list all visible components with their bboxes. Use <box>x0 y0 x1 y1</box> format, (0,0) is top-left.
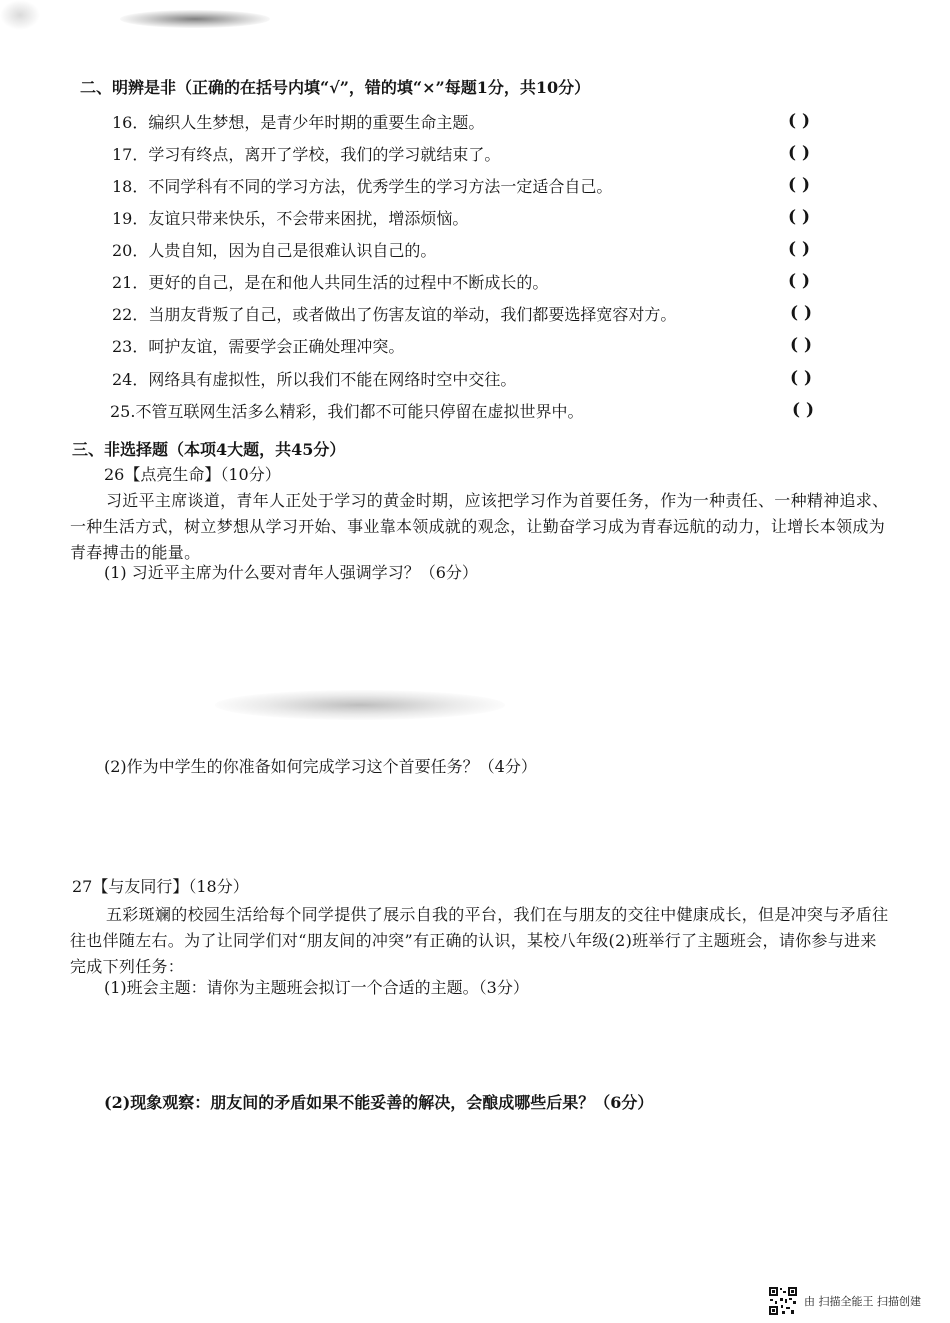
answer-bracket: ( ) <box>788 271 811 291</box>
q26-subquestion-1: (1) 习近平主席为什么要对青年人强调学习？（6分） <box>104 563 478 582</box>
answer-bracket: ( ) <box>792 400 815 420</box>
answer-bracket: ( ) <box>788 143 811 163</box>
scan-smudge <box>215 690 505 720</box>
answer-bracket: ( ) <box>790 303 813 323</box>
answer-bracket: ( ) <box>788 175 811 195</box>
section2-heading: 二、明辨是非（正确的在括号内填“√”，错的填“×”每题1分，共10分） <box>80 78 591 97</box>
scan-smudge <box>120 10 270 28</box>
judgment-item: 23．呵护友谊，需要学会正确处理冲突。 <box>112 337 405 356</box>
q27-title: 27【与友同行】（18分） <box>72 877 249 896</box>
judgment-item: 24．网络具有虚拟性，所以我们不能在网络时空中交往。 <box>112 370 517 389</box>
q27-passage: 五彩斑斓的校园生活给每个同学提供了展示自我的平台，我们在与朋友的交往中健康成长，但是冲突与矛盾往往也伴随左右。为了让同学们对“朋友间的冲突”有正确的认识，某校八年级(2)班举行了主题班会，请你参与进来完成下列任务： <box>70 905 889 976</box>
answer-bracket: ( ) <box>790 335 813 355</box>
q27-subquestion-2: (2)现象观察：朋友间的矛盾如果不能妥善的解决，会酿成哪些后果？（6分） <box>104 1093 654 1112</box>
judgment-item: 22．当朋友背叛了自己，或者做出了伤害友谊的举动，我们都要选择宽容对方。 <box>112 305 677 324</box>
q26-title: 26【点亮生命】（10分） <box>104 465 281 484</box>
judgment-item: 16．编织人生梦想，是青少年时期的重要生命主题。 <box>112 113 485 132</box>
answer-bracket: ( ) <box>790 368 813 388</box>
answer-bracket: ( ) <box>788 111 811 131</box>
judgment-item: 25.不管互联网生活多么精彩，我们都不可能只停留在虚拟世界中。 <box>110 402 584 421</box>
judgment-item: 19．友谊只带来快乐，不会带来困扰，增添烦恼。 <box>112 209 469 228</box>
qr-code-icon <box>768 1286 798 1316</box>
scanner-watermark <box>768 1289 921 1313</box>
answer-bracket: ( ) <box>788 239 811 259</box>
section3-heading: 三、非选择题（本项4大题，共45分） <box>72 440 346 459</box>
watermark-text: 由 扫描全能王 扫描创建 <box>804 1295 921 1308</box>
answer-bracket: ( ) <box>788 207 811 227</box>
judgment-item: 20．人贵自知，因为自己是很难认识自己的。 <box>112 241 437 260</box>
scan-smudge <box>0 0 40 30</box>
judgment-item: 21．更好的自己，是在和他人共同生活的过程中不断成长的。 <box>112 273 549 292</box>
judgment-item: 18．不同学科有不同的学习方法，优秀学生的学习方法一定适合自己。 <box>112 177 613 196</box>
q27-subquestion-1: (1)班会主题：请你为主题班会拟订一个合适的主题。（3分） <box>104 978 529 997</box>
judgment-item: 17．学习有终点，离开了学校，我们的学习就结束了。 <box>112 145 501 164</box>
q26-passage: 习近平主席谈道，青年人正处于学习的黄金时期，应该把学习作为首要任务，作为一种责任、一种精神追求、一种生活方式，树立梦想从学习开始、事业靠本领成就的观念，让勤奋学习成为青春远航的动力，让增长本领成为青春搏击的能量。 <box>70 491 889 562</box>
q26-subquestion-2: (2)作为中学生的你准备如何完成学习这个首要任务？（4分） <box>104 757 537 776</box>
